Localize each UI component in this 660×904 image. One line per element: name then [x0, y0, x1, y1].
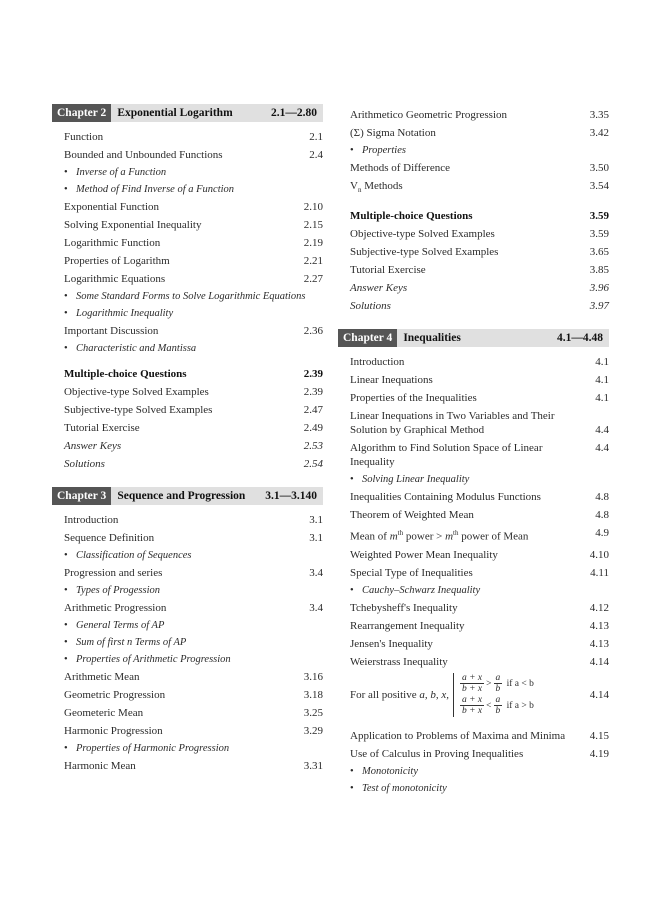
toc-subentry[interactable]: • Sum of first n Terms of AP	[64, 637, 187, 648]
chapter-title: Inequalities	[403, 332, 461, 345]
toc-subentry[interactable]: • Some Standard Forms to Solve Logarithmic Equations	[64, 291, 306, 302]
toc-entry[interactable]: Objective-type Solved Examples 3.59	[350, 228, 609, 241]
toc-subentry[interactable]: • Test of monotonicity	[350, 782, 447, 794]
toc-subentry[interactable]: • Types of Progession	[64, 585, 160, 596]
toc-entry[interactable]: Exponential Function 2.10	[64, 201, 323, 213]
toc-entry[interactable]: Linear Inequations 4.1	[350, 374, 609, 387]
chapter-3-header[interactable]	[52, 487, 323, 505]
toc-entry[interactable]: Solutions 3.97	[350, 300, 609, 313]
chapter-4-header[interactable]	[338, 329, 609, 347]
toc-subentry[interactable]: • Monotonicity	[350, 765, 418, 777]
toc-entry[interactable]: Sequence Definition 3.1	[64, 532, 323, 544]
toc-entry[interactable]: Important Discussion 2.36	[64, 325, 323, 337]
toc-entry[interactable]: (Σ) Sigma Notation 3.42	[350, 127, 609, 139]
toc-entry[interactable]: Harmonic Progression 3.29	[64, 725, 323, 737]
toc-entry[interactable]: Arithmetic Mean 3.16	[64, 671, 323, 683]
toc-subentry[interactable]: • Classification of Sequences	[64, 550, 192, 561]
toc-left-column	[52, 104, 323, 775]
toc-subentry[interactable]: • General Terms of AP	[64, 620, 165, 631]
toc-entry[interactable]: Arithmetico Geometric Progression 3.35	[350, 109, 609, 121]
toc-entry[interactable]: Linear Inequations in Two Variables and Their Solution by Graphical Method 4.4	[350, 410, 609, 437]
toc-entry[interactable]: Introduction 4.1	[350, 356, 609, 369]
toc-entry[interactable]: Progression and series 3.4	[64, 567, 323, 579]
toc-right-column	[338, 106, 609, 797]
chapter-label: Chapter 2	[52, 104, 111, 122]
chapter-label: Chapter 3	[52, 487, 111, 505]
toc-entry[interactable]: Use of Calculus in Proving Inequalities 4.19	[350, 747, 609, 760]
toc-subentry[interactable]: • Cauchy–Schwarz Inequality	[350, 584, 481, 596]
toc-subentry[interactable]: • Solving Linear Inequality	[350, 474, 470, 486]
toc-entry[interactable]: Tchebysheff's Inequality 4.12	[350, 601, 609, 614]
toc-subentry[interactable]: • Properties of Harmonic Progression	[64, 743, 230, 754]
toc-subentry[interactable]: • Properties	[350, 145, 406, 156]
toc-entry[interactable]: Tutorial Exercise 3.85	[350, 264, 609, 277]
toc-entry[interactable]: Geometeric Mean 3.25	[64, 707, 323, 719]
toc-entry[interactable]: Weierstrass Inequality 4.14	[350, 655, 609, 668]
toc-entry[interactable]: Geometric Progression 3.18	[64, 689, 323, 701]
toc-entry[interactable]: Methods of Difference 3.50	[350, 162, 609, 174]
toc-entry[interactable]: Bounded and Unbounded Functions 2.4	[64, 149, 323, 161]
toc-entry[interactable]: Subjective-type Solved Examples 3.65	[350, 246, 609, 259]
formula-brace: $\frac{a + x}{b + x}$ > $\frac{a}{b}$ if a < b $\frac{a + x}{b + x}$ < $\frac{a}{b}$ if a > b	[453, 673, 534, 717]
toc-entry-mcq[interactable]: Multiple-choice Questions 2.39	[64, 368, 323, 380]
toc-entry[interactable]: Solutions 2.54	[64, 458, 323, 470]
toc-entry[interactable]: Application to Problems of Maxima and Minima 4.15	[350, 729, 609, 742]
chapter-pages: 4.1—4.48	[557, 332, 603, 345]
toc-entry[interactable]: Solving Exponential Inequality 2.15	[64, 219, 323, 231]
chapter-title: Sequence and Progression	[117, 490, 246, 502]
chapter-label: Chapter 4	[338, 329, 397, 347]
toc-entry[interactable]: Introduction 3.1	[64, 514, 323, 526]
toc-entry[interactable]: Arithmetic Progression 3.4	[64, 602, 323, 614]
chapter-pages: 3.1—3.140	[265, 490, 317, 502]
chapter-title: Exponential Logarithm	[117, 107, 233, 119]
toc-entry-formula[interactable]: For all positive a, b, x, $\frac{a + x}{b + x}$ > $\frac{a}{b}$ if a < b $\frac{a + x}{b + x}$ < $\frac{a}{b}$ if a > b 4.14	[350, 673, 609, 717]
toc-entry[interactable]: Answer Keys 2.53	[64, 440, 323, 452]
toc-entry[interactable]: $V_n$ Methods 3.54	[350, 180, 609, 195]
toc-entry[interactable]: Mean of $m^{th}$ power > $m^{th}$ power of Mean 4.9	[350, 527, 609, 543]
toc-entry[interactable]: Harmonic Mean 3.31	[64, 760, 323, 772]
toc-entry[interactable]: Subjective-type Solved Examples 2.47	[64, 404, 323, 416]
toc-subentry[interactable]: • Method of Find Inverse of a Function	[64, 184, 235, 195]
toc-entry-mcq[interactable]: Multiple-choice Questions 3.59	[350, 210, 609, 223]
toc-entry[interactable]: Tutorial Exercise 2.49	[64, 422, 323, 434]
toc-entry[interactable]: Rearrangement Inequality 4.13	[350, 619, 609, 632]
toc-entry[interactable]: Inequalities Containing Modulus Functions 4.8	[350, 491, 609, 504]
toc-entry[interactable]: Logarithmic Function 2.19	[64, 237, 323, 249]
toc-entry[interactable]: Properties of the Inequalities 4.1	[350, 392, 609, 405]
toc-entry[interactable]: Logarithmic Equations 2.27	[64, 273, 323, 285]
toc-entry[interactable]: Theorem of Weighted Mean 4.8	[350, 509, 609, 522]
toc-entry[interactable]: Function 2.1	[64, 131, 323, 143]
toc-entry[interactable]: Objective-type Solved Examples 2.39	[64, 386, 323, 398]
toc-entry[interactable]: Jensen's Inequality 4.13	[350, 637, 609, 650]
toc-subentry[interactable]: • Logarithmic Inequality	[64, 308, 174, 319]
toc-entry[interactable]: Algorithm to Find Solution Space of Linear Inequality 4.4	[350, 442, 609, 469]
chapter-pages: 2.1—2.80	[271, 107, 317, 119]
toc-subentry[interactable]: • Characteristic and Mantissa	[64, 343, 197, 354]
toc-entry[interactable]: Answer Keys 3.96	[350, 282, 609, 295]
toc-entry[interactable]: Properties of Logarithm 2.21	[64, 255, 323, 267]
chapter-2-header[interactable]	[52, 104, 323, 122]
toc-entry[interactable]: Weighted Power Mean Inequality 4.10	[350, 548, 609, 561]
toc-subentry[interactable]: • Inverse of a Function	[64, 167, 167, 178]
toc-entry[interactable]: Special Type of Inequalities 4.11	[350, 566, 609, 579]
toc-subentry[interactable]: • Properties of Arithmetic Progression	[64, 654, 231, 665]
